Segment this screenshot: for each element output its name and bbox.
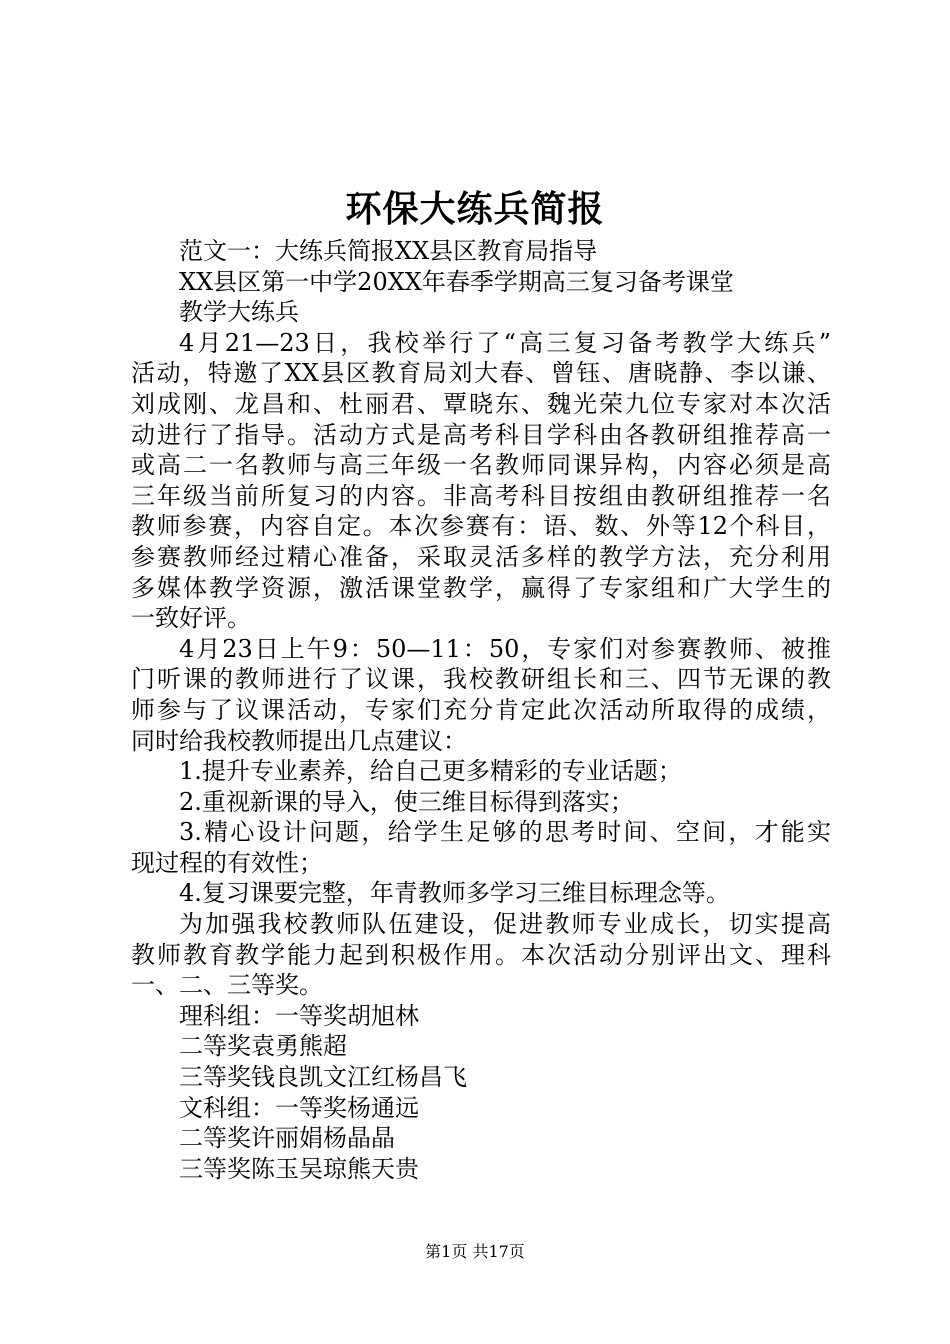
text-line: 1.提升专业素养，给自己更多精彩的专业话题； [179,757,682,786]
text-line: 理科组：一等奖胡旭林 [179,1001,419,1030]
text-line: 一致好评。 [131,604,251,633]
text-line: XX县区第一中学20XX年春季学期高三复习备考课堂 [179,267,734,296]
text-line: 教师参赛，内容自定。本次参赛有：语、数、外等12个科目， [131,512,831,541]
text-line: 二等奖袁勇熊超 [179,1032,347,1061]
text-line: 范文一：大练兵简报XX县区教育局指导 [179,237,598,265]
text-line: 师参与了议课活动，专家们充分肯定此次活动所取得的成绩， [131,695,831,724]
text-line: 文科组：一等奖杨通远 [179,1093,419,1122]
text-line: 多媒体教学资源，激活课堂教学，赢得了专家组和广大学生的 [131,573,831,602]
page-footer: 第1页 共17页 [425,1242,525,1261]
text-line: 参赛教师经过精心准备，采取灵活多样的教学方法，充分利用 [131,542,831,571]
text-line: 动进行了指导。活动方式是高考科目学科由各教研组推荐高一 [131,420,831,449]
text-line: 二等奖许丽娟杨晶晶 [179,1124,395,1153]
text-line: 同时给我校教师提出几点建议： [131,726,467,755]
text-line: 三年级当前所复习的内容。非高考科目按组由教研组推荐一名 [131,481,831,510]
text-line: 刘成刚、龙昌和、杜丽君、覃晓东、魏光荣九位专家对本次活 [131,389,831,418]
text-line: 教师教育教学能力起到积极作用。本次活动分别评出文、理科 [131,940,831,969]
text-line: 4.复习课要完整，年青教师多学习三维目标理念等。 [179,879,730,908]
text-line: 为加强我校教师队伍建设，促进教师专业成长，切实提高 [179,910,831,939]
text-line: 现过程的有效性； [131,848,323,877]
text-line: 4月21—23日，我校举行了“高三复习备考教学大练兵” [179,328,831,357]
text-line: 教学大练兵 [179,298,299,327]
text-line: 活动，特邀了XX县区教育局刘大春、曾钰、唐晓静、李以谦、 [131,359,831,388]
text-line: 4月23日上午9：50—11：50，专家们对参赛教师、被推 [179,634,831,663]
document-body [131,236,831,1184]
text-line: 一、二、三等奖。 [131,971,323,1000]
text-line: 三等奖陈玉吴琼熊天贵 [179,1154,419,1183]
document-title: 环保大练兵简报 [345,188,605,230]
text-line: 门听课的教师进行了议课，我校教研组长和三、四节无课的教 [131,665,831,694]
text-line: 2.重视新课的导入，使三维目标得到落实； [179,787,634,816]
text-line: 或高二一名教师与高三年级一名教师同课异构，内容必须是高 [131,451,831,480]
text-line: 三等奖钱良凯文江红杨昌飞 [179,1063,467,1092]
text-line: 3.精心设计问题，给学生足够的思考时间、空间，才能实 [179,818,831,847]
